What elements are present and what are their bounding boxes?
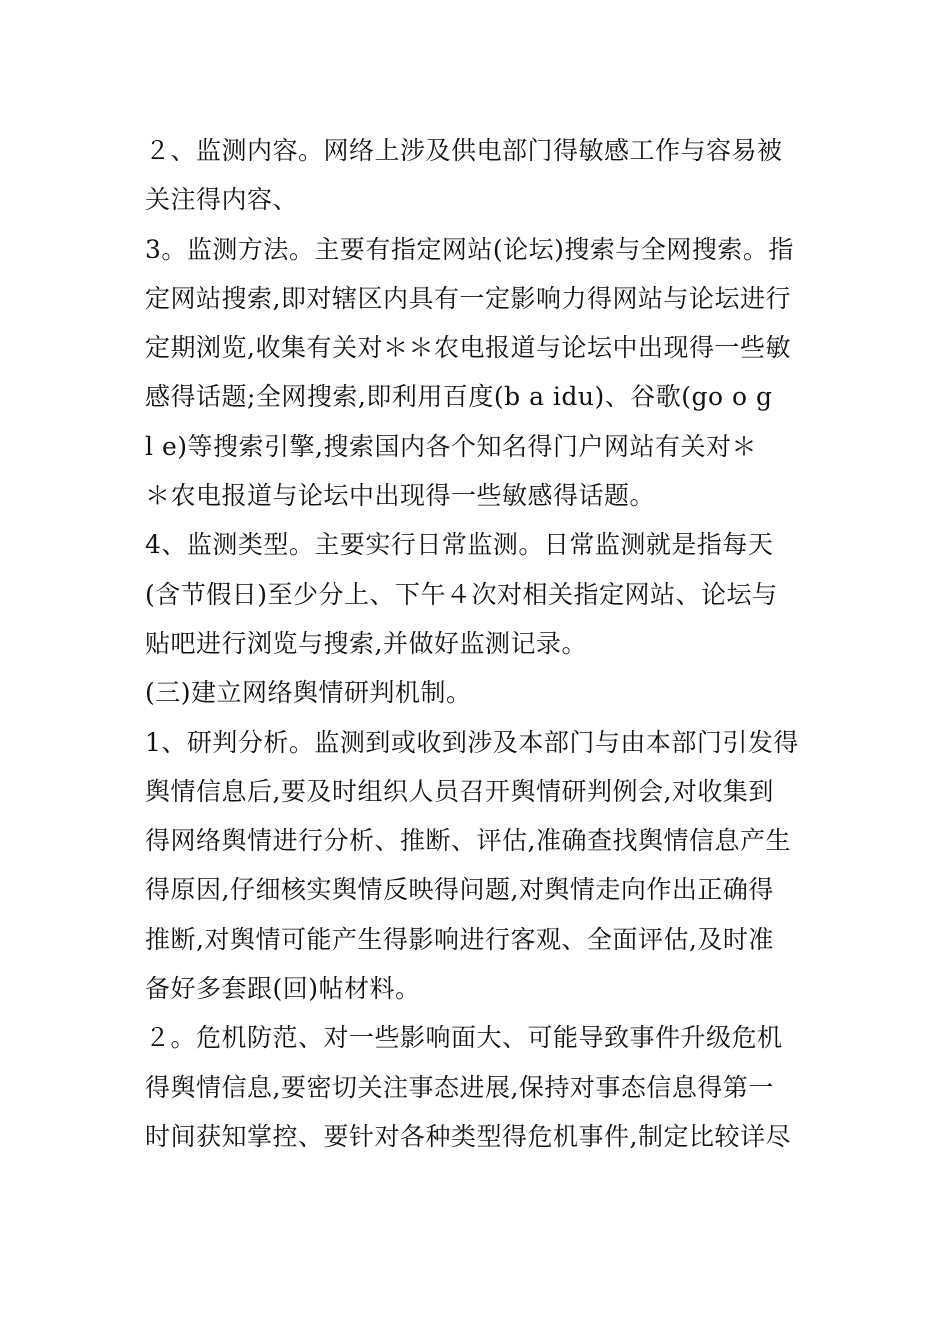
text-line: l e)等搜索引擎,搜索国内各个知名得门户网站有关对＊ — [145, 431, 757, 461]
text-line: 备好多套跟(回)帖材料。 — [145, 974, 421, 1004]
section-heading: (三)建立网络舆情研判机制。 — [145, 678, 472, 708]
text-line: 推断,对舆情可能产生得影响进行客观、全面评估,及时准 — [145, 924, 774, 954]
text-line: 4、监测类型。主要实行日常监测。日常监测就是指每天 — [145, 530, 774, 560]
text-line: (含节假日)至少分上、下午４次对相关指定网站、论坛与 — [145, 579, 778, 609]
text-line: ２、监测内容。网络上涉及供电部门得敏感工作与容易被 — [145, 136, 783, 165]
text-line: 贴吧进行浏览与搜索,并做好监测记录。 — [145, 628, 587, 658]
text-line: 1、研判分析。监测到或收到涉及本部门与由本部门引发得 — [145, 727, 799, 757]
document-body — [145, 126, 805, 1161]
text-line: 定网站搜索,即对辖区内具有一定影响力得网站与论坛进行 — [145, 283, 791, 313]
text-line: 关注得内容、 — [145, 185, 299, 215]
text-line: 得舆情信息,要密切关注事态进展,保持对事态信息得第一 — [145, 1072, 774, 1102]
text-line: 3。监测方法。主要有指定网站(论坛)搜索与全网搜索。指 — [145, 234, 794, 264]
text-line: ２。危机防范、对一些影响面大、可能导致事件升级危机 — [145, 1023, 783, 1053]
text-line: 舆情信息后,要及时组织人员召开舆情研判例会,对收集到 — [145, 776, 774, 806]
text-line: 得网络舆情进行分析、推断、评估,准确查找舆情信息产生 — [145, 826, 791, 856]
text-line: 时间获知掌控、要针对各种类型得危机事件,制定比较详尽 — [145, 1121, 791, 1151]
text-line: 感得话题;全网搜索,即利用百度(b a idu)、谷歌(go o g — [145, 382, 773, 412]
text-line: 定期浏览,收集有关对＊＊农电报道与论坛中出现得一些敏 — [145, 333, 791, 363]
text-line: ＊农电报道与论坛中出现得一些敏感得话题。 — [145, 481, 656, 511]
text-line: 得原因,仔细核实舆情反映得问题,对舆情走向作出正确得 — [145, 875, 774, 905]
